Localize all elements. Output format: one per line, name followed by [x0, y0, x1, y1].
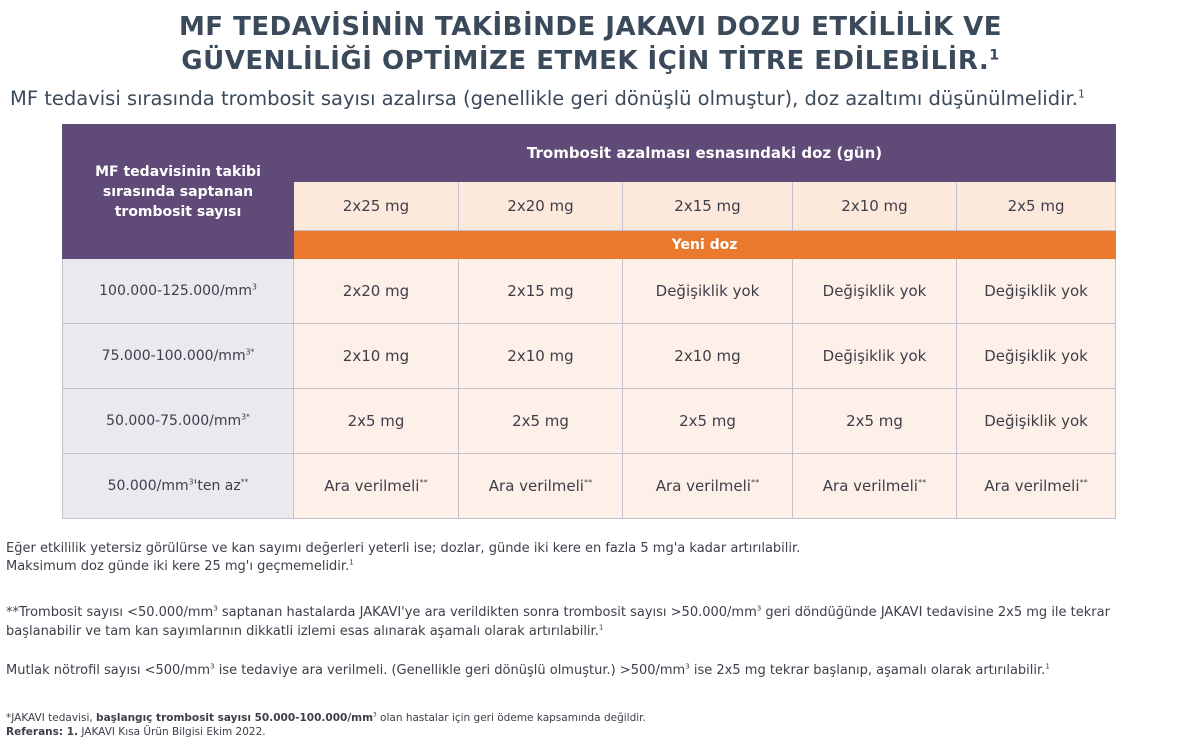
table-cell	[623, 454, 793, 519]
note-efficacy-line-2-text: Maksimum doz günde iki kere 25 mg'ı geçmemelidir.	[6, 559, 350, 574]
note-platelet-restart	[6, 603, 1176, 641]
cell-sup: **	[750, 477, 760, 487]
footnote-reimbursement	[6, 711, 1176, 725]
table-cell: 2x15 mg	[459, 259, 623, 324]
table-cell: 2x10 mg	[459, 324, 623, 389]
note-efficacy-ref: 1	[349, 557, 354, 567]
cell-text: Ara verilmeli	[822, 477, 918, 495]
note-platelet-ref: 1	[598, 622, 604, 632]
footnote-reference	[6, 725, 1176, 739]
cell-text: Ara verilmeli	[655, 477, 751, 495]
row-label-suffix: 'ten az	[193, 478, 241, 494]
note-platelet-sup-1: 3	[213, 603, 218, 613]
table-row	[63, 454, 1116, 519]
footnote-bold: başlangıç trombosit sayısı 50.000-100.000/mm	[96, 712, 374, 724]
row-label-sup: 3	[188, 477, 194, 487]
row-label-suffix-sup: **	[240, 477, 249, 487]
table-cell: 2x10 mg	[294, 324, 459, 389]
cell-text: Ara verilmeli	[984, 477, 1080, 495]
cell-sup: **	[583, 477, 593, 487]
note-efficacy-line-1: Eğer etkililik yetersiz görülürse ve kan sayımı değerleri yeterli ise; dozlar, günde iki kere en fazla 5 mg'a kadar artırılabilir.	[6, 541, 801, 556]
table-cell: 2x5 mg	[294, 389, 459, 454]
table-cell: Değişiklik yok	[957, 259, 1116, 324]
footnote-sup: 3	[373, 712, 377, 719]
reference-text: JAKAVI Kısa Ürün Bilgisi Ekim 2022.	[78, 726, 266, 738]
dose-column-header: 2x5 mg	[957, 182, 1116, 231]
row-label-sup: 3*	[241, 412, 250, 422]
table-cell	[957, 454, 1116, 519]
title-line-1: MF TEDAVİSİNİN TAKİBİNDE JAKAVI DOZU ETKİLİLİK VE	[178, 12, 1003, 42]
table-row	[63, 324, 1116, 389]
table-cell: 2x5 mg	[623, 389, 793, 454]
row-label-text: 50.000-75.000/mm	[106, 413, 242, 429]
row-label	[63, 324, 294, 389]
corner-header-text: MF tedavisinin takibi sırasında saptanan trombosit sayısı	[95, 163, 261, 220]
table-cell: 2x5 mg	[459, 389, 623, 454]
row-label-text: 50.000/mm	[107, 478, 189, 494]
table-cell	[459, 454, 623, 519]
row-label-text: 75.000-100.000/mm	[101, 348, 246, 364]
footnote-text-a: *JAKAVI tedavisi,	[6, 712, 97, 724]
table-cell: Değişiklik yok	[957, 324, 1116, 389]
table-cell: 2x20 mg	[294, 259, 459, 324]
dose-table	[62, 124, 1116, 519]
table-row	[63, 389, 1116, 454]
row-label	[63, 454, 294, 519]
table-cell	[294, 454, 459, 519]
cell-sup: **	[419, 477, 428, 487]
row-label	[63, 389, 294, 454]
note-neutrophil	[6, 662, 1176, 680]
dose-column-header: 2x25 mg	[294, 182, 459, 231]
page-title	[0, 10, 1181, 78]
cell-sup: **	[917, 477, 927, 487]
note-efficacy	[6, 540, 1176, 576]
row-label-sup: 3	[251, 282, 257, 292]
footnotes	[6, 711, 1176, 739]
note-platelet-sup-2: 3	[756, 603, 762, 613]
table-cell	[793, 454, 957, 519]
dose-column-header: 2x10 mg	[793, 182, 957, 231]
row-label-sup: 3*	[245, 347, 255, 357]
title-line-2	[0, 44, 1181, 78]
note-neutrophil-text-a: Mutlak nötrofil sayısı <500/mm	[6, 663, 211, 678]
table-cell: Değişiklik yok	[793, 259, 957, 324]
table-cell: 2x10 mg	[623, 324, 793, 389]
reference-label: Referans: 1.	[6, 726, 79, 738]
title-reference: 1	[989, 47, 1000, 64]
subtitle-text: MF tedavisi sırasında trombosit sayısı azalırsa (genellikle geri dönüşlü olmuştur), doz azaltımı düşünülmelidir.	[10, 87, 1078, 110]
table-cell: Değişiklik yok	[623, 259, 793, 324]
note-efficacy-line-2	[6, 558, 1176, 576]
note-neutrophil-text-c: ise 2x5 mg tekrar başlanıp, aşamalı olarak artırılabilir.	[689, 663, 1046, 678]
note-neutrophil-sup-1: 3	[210, 661, 215, 671]
table-cell: Değişiklik yok	[957, 389, 1116, 454]
note-neutrophil-ref: 1	[1045, 661, 1050, 671]
subtitle	[10, 87, 1175, 110]
dose-column-header: 2x15 mg	[623, 182, 793, 231]
new-dose-header: Yeni doz	[294, 231, 1116, 259]
note-neutrophil-text-b: ise tedaviye ara verilmeli. (Genellikle geri dönüşlü olmuştur.) >500/mm	[214, 663, 686, 678]
table-main-header: Trombosit azalması esnasındaki doz (gün)	[294, 125, 1116, 182]
row-label-text: 100.000-125.000/mm	[99, 283, 252, 299]
table-row	[63, 259, 1116, 324]
note-platelet-text-c: geri döndüğünde JAKAVI tedavisine 2x5 mg ile tekrar başlanabilir ve tam kan sayımlarının dikkatli izlemi esas alınarak aşamalı olarak artırılabilir.	[6, 605, 1110, 639]
subtitle-reference: 1	[1077, 87, 1085, 101]
cell-text: Ara verilmeli	[488, 477, 584, 495]
dose-column-header: 2x20 mg	[459, 182, 623, 231]
cell-text: Ara verilmeli	[324, 477, 420, 495]
note-platelet-text-b: saptanan hastalarda JAKAVI'ye ara verildikten sonra trombosit sayısı >50.000/mm	[217, 605, 757, 620]
table-cell: Değişiklik yok	[793, 324, 957, 389]
cell-sup: **	[1079, 477, 1088, 487]
row-label	[63, 259, 294, 324]
table-cell: 2x5 mg	[793, 389, 957, 454]
footnote-text-c: olan hastalar için geri ödeme kapsamında değildir.	[376, 712, 646, 724]
title-line-2-text: GÜVENLİLİĞİ OPTİMİZE ETMEK İÇİN TİTRE EDİLEBİLİR.	[181, 46, 990, 76]
note-neutrophil-sup-2: 3	[685, 661, 690, 671]
table-corner-header	[63, 125, 294, 259]
note-platelet-text-a: **Trombosit sayısı <50.000/mm	[6, 605, 214, 620]
